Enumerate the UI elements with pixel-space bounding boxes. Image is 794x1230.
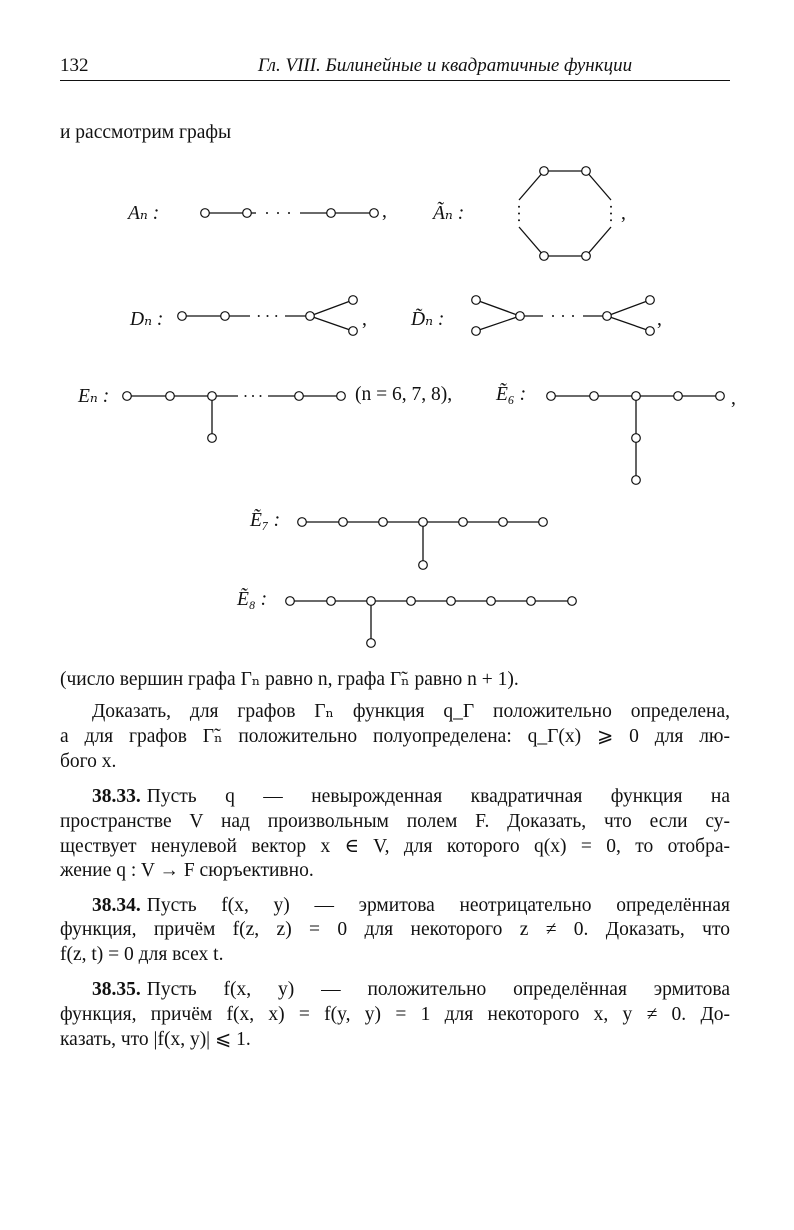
problem-text: жение q : V → F сюръективно. bbox=[60, 860, 314, 881]
prove-line: а для графов Γ̃ₙ положительно полуопределена: q_Γ(x) ⩾ 0 для лю- bbox=[60, 726, 730, 747]
problem-number: 38.35. bbox=[92, 979, 141, 1000]
graph-vertex bbox=[716, 392, 725, 401]
graph-vertex bbox=[582, 167, 591, 176]
graph-edge bbox=[310, 300, 353, 316]
graph-edge bbox=[607, 316, 650, 331]
problem-text: функция, причём f(x, x) = f(y, y) = 1 для некоторого x, y ≠ 0. До- bbox=[60, 1004, 730, 1025]
graph-vertex bbox=[472, 296, 481, 305]
graph-vertex bbox=[201, 209, 210, 218]
ellipsis-dot bbox=[258, 315, 260, 317]
graph-vertex bbox=[632, 476, 641, 485]
graph-vertex bbox=[407, 597, 416, 606]
graph-vertex bbox=[540, 167, 549, 176]
graph-vertex bbox=[337, 392, 346, 401]
label-Dn-tilde: D̃ₙ : bbox=[411, 309, 445, 330]
problem-text: ществует ненулевой вектор x ∈ V, для которого q(x) = 0, то отобра- bbox=[60, 836, 730, 857]
problem-text: пространстве V над произвольным полем F. Доказать, что если су- bbox=[60, 811, 730, 832]
label-An: Aₙ : bbox=[128, 203, 160, 224]
label-E7: Ẽ₇ : bbox=[250, 510, 281, 531]
graph-vertex bbox=[568, 597, 577, 606]
graph-vertex bbox=[327, 597, 336, 606]
ellipsis-dot bbox=[610, 219, 612, 221]
ellipsis-dot bbox=[252, 395, 254, 397]
graph-vertex bbox=[367, 639, 376, 648]
problem-text: Пусть q — невырожденная квадратичная функция на bbox=[146, 786, 730, 807]
graph-edge bbox=[519, 171, 544, 200]
ellipsis-dot bbox=[518, 206, 520, 208]
prove-line: Доказать, для графов Γₙ функция q_Γ положительно определена, bbox=[92, 701, 730, 722]
graph-vertex bbox=[339, 518, 348, 527]
prove-line: бого x. bbox=[60, 751, 117, 772]
label-E6: Ẽ₆ : bbox=[496, 384, 527, 405]
graph-vertex bbox=[603, 312, 612, 321]
graph-vertex bbox=[447, 597, 456, 606]
ellipsis-dot bbox=[288, 212, 290, 214]
vertices-note: (число вершин графа Γₙ равно n, графа Γ̃ₙ равно n + 1). bbox=[60, 669, 519, 690]
graph-vertex bbox=[527, 597, 536, 606]
graph-vertex bbox=[674, 392, 683, 401]
problem-text: Пусть f(x, y) — положительно определённая эрмитова bbox=[146, 979, 730, 1000]
comma: , bbox=[657, 309, 662, 330]
graph-edge bbox=[607, 300, 650, 316]
ellipsis-dot bbox=[610, 213, 612, 215]
ellipsis-dot bbox=[260, 395, 262, 397]
En-note: (n = 6, 7, 8), bbox=[355, 384, 453, 405]
graph-vertex bbox=[547, 392, 556, 401]
graph-vertex bbox=[178, 312, 187, 321]
graph-edge bbox=[586, 227, 611, 256]
ellipsis-dot bbox=[610, 206, 612, 208]
ellipsis-dot bbox=[277, 212, 279, 214]
problem-38-33-first bbox=[92, 785, 730, 809]
graph-edge bbox=[476, 316, 520, 331]
graph-vertex bbox=[243, 209, 252, 218]
comma: , bbox=[362, 309, 367, 330]
graph-vertex bbox=[327, 209, 336, 218]
ellipsis-dot bbox=[518, 219, 520, 221]
graph-edge bbox=[586, 171, 611, 200]
ellipsis-dot bbox=[245, 395, 247, 397]
problem-text: функция, причём f(z, z) = 0 для некоторого z ≠ 0. Доказать, что bbox=[60, 919, 730, 940]
page-number: 132 bbox=[60, 55, 89, 76]
graph-vertex bbox=[539, 518, 548, 527]
graph-vertex bbox=[367, 597, 376, 606]
ellipsis-dot bbox=[572, 315, 574, 317]
graph-vertex bbox=[499, 518, 508, 527]
graph-vertex bbox=[221, 312, 230, 321]
comma: , bbox=[621, 203, 626, 224]
ellipsis-dot bbox=[275, 315, 277, 317]
graph-vertex bbox=[472, 327, 481, 336]
graph-vertex bbox=[306, 312, 315, 321]
graph-vertex bbox=[166, 392, 175, 401]
graph-vertex bbox=[419, 518, 428, 527]
problem-text: Пусть f(x, y) — эрмитова неотрицательно определённая bbox=[146, 895, 730, 916]
graph-vertex bbox=[370, 209, 379, 218]
intro-text: и рассмотрим графы bbox=[60, 122, 232, 143]
graph-edge bbox=[310, 316, 353, 331]
graph-vertex bbox=[295, 392, 304, 401]
label-Dn: Dₙ : bbox=[130, 309, 164, 330]
graph-edge bbox=[476, 300, 520, 316]
ellipsis-dot bbox=[518, 213, 520, 215]
graph-vertex bbox=[582, 252, 591, 261]
label-An-tilde: Ãₙ : bbox=[433, 203, 465, 224]
ellipsis-dot bbox=[552, 315, 554, 317]
problem-text: f(z, t) = 0 для всех t. bbox=[60, 944, 224, 965]
graph-vertex bbox=[298, 518, 307, 527]
graph-vertex bbox=[646, 327, 655, 336]
problem-number: 38.34. bbox=[92, 895, 141, 916]
graph-vertex bbox=[646, 296, 655, 305]
graph-vertex bbox=[208, 434, 217, 443]
comma: , bbox=[731, 388, 736, 409]
running-title: Гл. VIII. Билинейные и квадратичные функции bbox=[257, 55, 633, 76]
label-E8: Ẽ₈ : bbox=[237, 589, 268, 610]
graph-vertex bbox=[349, 296, 358, 305]
graph-vertex bbox=[632, 392, 641, 401]
ellipsis-dot bbox=[266, 212, 268, 214]
problem-38-34-first bbox=[92, 894, 730, 918]
graph-vertex bbox=[208, 392, 217, 401]
graph-vertex bbox=[123, 392, 132, 401]
comma: , bbox=[382, 201, 387, 222]
graph-vertex bbox=[379, 518, 388, 527]
graph-vertex bbox=[487, 597, 496, 606]
graph-vertex bbox=[516, 312, 525, 321]
problem-38-35-first bbox=[92, 978, 730, 1002]
graph-vertex bbox=[540, 252, 549, 261]
graph-vertex bbox=[459, 518, 468, 527]
problem-number: 38.33. bbox=[92, 786, 141, 807]
graph-vertex bbox=[590, 392, 599, 401]
label-En: Eₙ : bbox=[78, 386, 110, 407]
graph-vertex bbox=[286, 597, 295, 606]
problem-text: казать, что |f(x, y)| ⩽ 1. bbox=[60, 1029, 251, 1050]
ellipsis-dot bbox=[562, 315, 564, 317]
ellipsis-dot bbox=[267, 315, 269, 317]
graph-vertex bbox=[349, 327, 358, 336]
graph-vertex bbox=[632, 434, 641, 443]
graph-vertex bbox=[419, 561, 428, 570]
graph-edge bbox=[519, 227, 544, 256]
